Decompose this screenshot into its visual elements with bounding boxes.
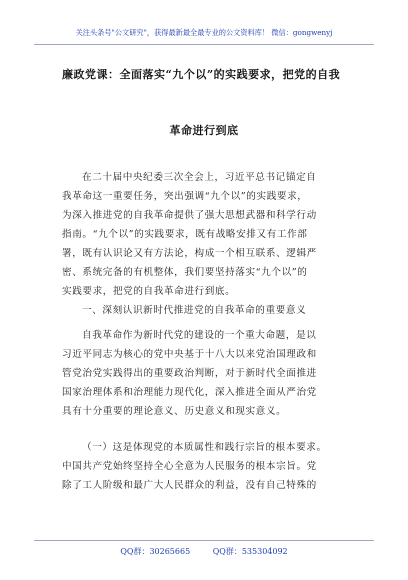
qq-group-1: QQ群：30265665 <box>120 547 191 556</box>
text-line: 习近平同志为核心的党中央基于十八大以来党治国理政和 <box>62 349 317 360</box>
footer-divider <box>34 540 374 541</box>
text-line: 自我革命作为新时代党的建设的一个重大命题，是以 <box>82 330 317 341</box>
header-banner: 关注头条号"公文研究"，获得最新最全最专业的公文资料库！ 微信：gongwenyj <box>75 28 333 37</box>
text-line: 中国共产党始终坚持全心全意为人民服务的根本宗旨。党 <box>62 461 317 472</box>
text-line: 署，既有认识论又有方法论，构成一个相互联系、逻辑严 <box>62 248 317 259</box>
text-line: 国家治理体系和治理能力现代化，深入推进全面从严治党 <box>62 387 317 398</box>
text-line: 除了工人阶级和最广大人民群众的利益，没有自己特殊的 <box>62 480 317 491</box>
footer <box>0 546 408 557</box>
document-title-line-2: 革命进行到底 <box>169 124 239 137</box>
text-line: 实践要求，把党的自我革命进行到底。 <box>62 286 236 297</box>
qq-group-2: QQ群：535304092 <box>212 547 288 556</box>
section-heading: 一、深刻认识新时代推进党的自我革命的重要意义 <box>82 305 307 316</box>
text-line: 在二十届中央纪委三次全会上，习近平总书记锚定自 <box>82 172 317 183</box>
text-line: 为深入推进党的自我革命提供了强大思想武器和科学行动 <box>62 210 317 221</box>
text-line: 密、系统完备的有机整体，我们要坚持落实“九个以”的 <box>62 267 308 278</box>
paragraph-significance <box>62 326 350 421</box>
text-line: 管党治党实践得出的重要政治判断，对于新时代全面推进 <box>62 368 317 379</box>
text-line: 指南。“九个以”的实践要求，既有战略安排又有工作部 <box>62 229 308 240</box>
subheading: （一）这是体现党的本质属性和践行宗旨的根本要求。 <box>82 442 327 453</box>
document-title-line-1: 廉政党课：全面落实“九个以”的实践要求，把党的自我 <box>62 68 341 81</box>
paragraph-intro <box>62 168 350 320</box>
header-divider <box>34 44 374 45</box>
text-line: 我革命这一重要任务，突出强调“九个以”的实践要求， <box>62 191 308 202</box>
paragraph-essence <box>62 438 350 495</box>
text-line: 具有十分重要的理论意义、历史意义和现实意义。 <box>62 406 287 417</box>
